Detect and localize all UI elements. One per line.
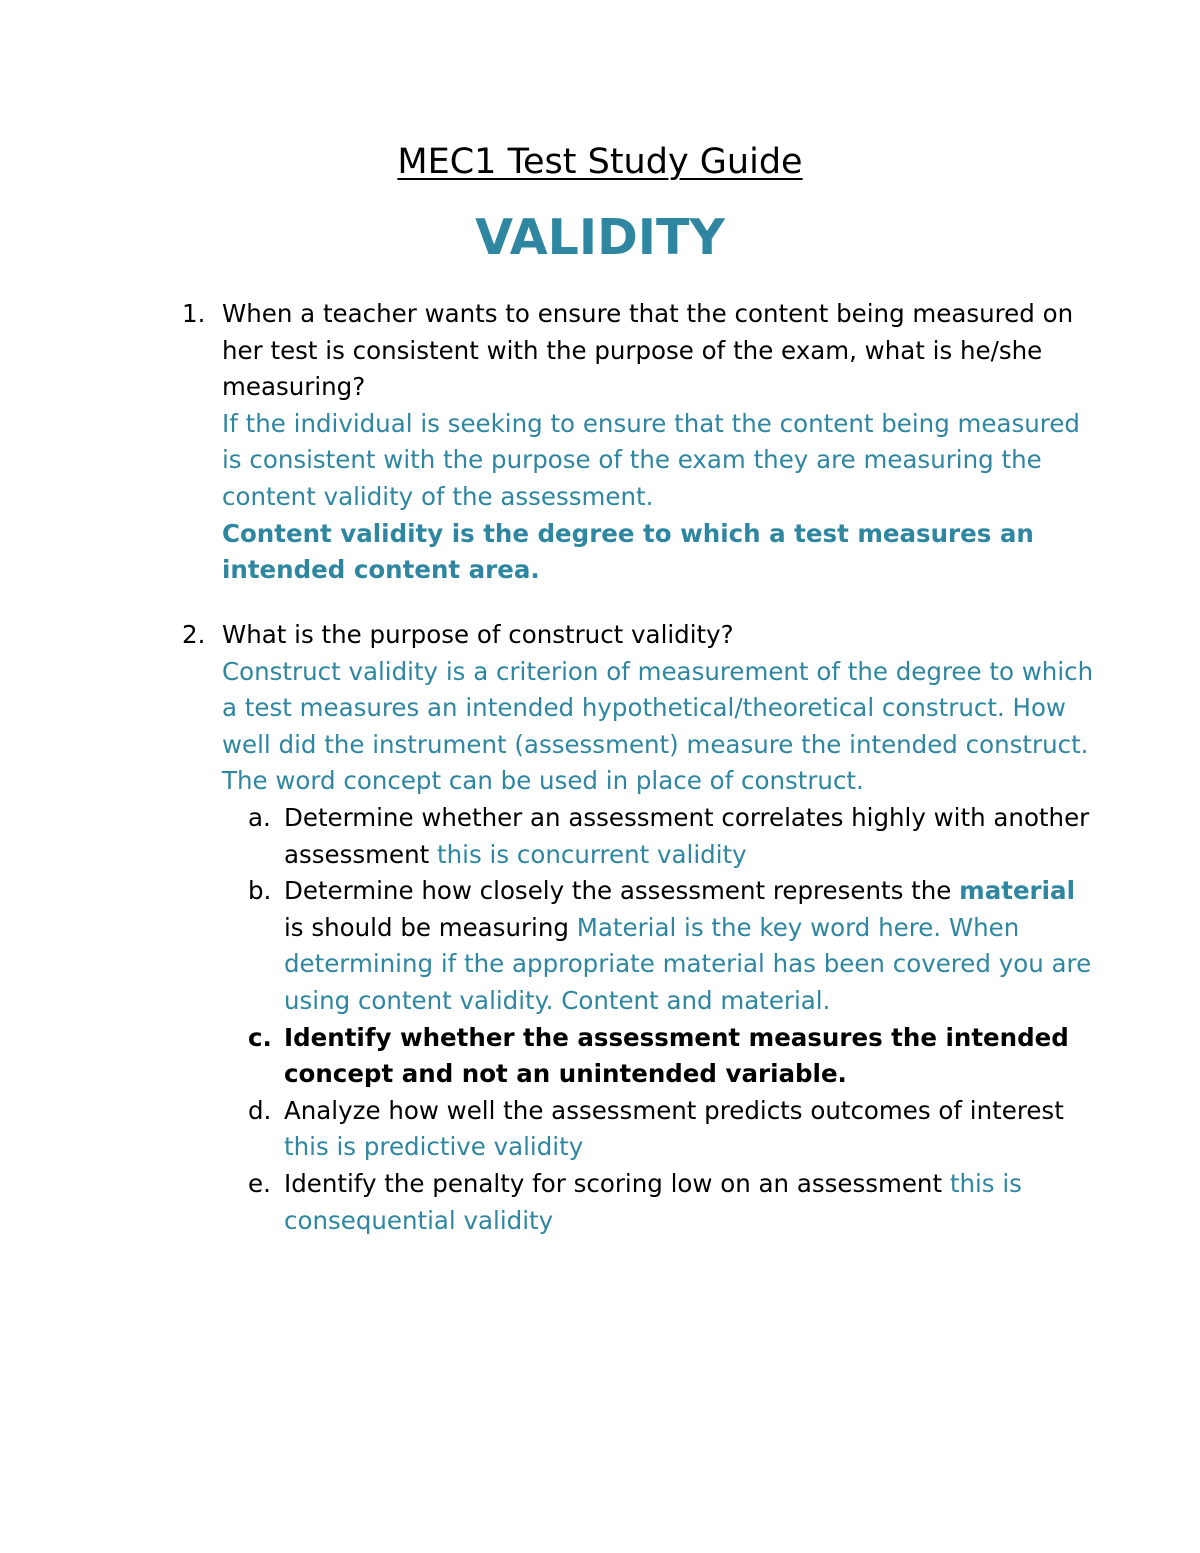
option-note: this is consequential validity: [284, 1168, 1022, 1235]
question-text: What is the purpose of construct validity?: [222, 620, 734, 649]
answer-text: Construct validity is a criterion of measurement of the degree to which a test measures an intended hypothetical/theoretical construct. How well did the instrument (assessment) measure the intended construct. The word concept can be used in place of construct.: [222, 656, 1094, 796]
option-e: [222, 1166, 1102, 1239]
option-note: Material is the key word here. When determining if the appropriate material has been covered you are using content validity. Content and material.: [284, 912, 1092, 1015]
answer-text: If the individual is seeking to ensure that the content being measured is consistent with the purpose of the exam they are measuring the content validity of the assessment.: [222, 408, 1080, 511]
option-letter: b.: [248, 876, 272, 906]
option-b: [222, 873, 1102, 1019]
option-c: [222, 1020, 1102, 1093]
option-text: Determine how closely the assessment represents the: [284, 876, 952, 906]
answer-definition: Content validity is the degree to which a test measures an intended content area.: [222, 518, 1034, 585]
option-d: [222, 1093, 1102, 1166]
option-keyword: material: [959, 876, 1075, 906]
option-text: Analyze how well the assessment predicts outcomes of interest: [284, 1095, 1064, 1125]
option-letter: a.: [248, 802, 271, 832]
document-title: MEC1 Test Study Guide: [397, 142, 803, 182]
option-text: Identify the penalty for scoring low on an assessment: [284, 1168, 943, 1198]
question-number: 2.: [182, 620, 206, 649]
option-a: [222, 800, 1102, 873]
option-letter: c.: [248, 1022, 272, 1052]
option-text: Determine whether an assessment correlates highly with another assessment: [284, 802, 1090, 869]
question-1: [182, 296, 1102, 589]
section-heading: VALIDITY: [475, 209, 725, 266]
option-text-continued: is should be measuring: [284, 912, 569, 942]
question-text: When a teacher wants to ensure that the content being measured on her test is consistent with the purpose of the exam, what is he/she measuring?: [222, 299, 1074, 402]
option-letter: d.: [248, 1095, 272, 1125]
question-2: [182, 617, 1102, 1239]
option-note: this is concurrent validity: [437, 839, 747, 869]
question-number: 1.: [182, 299, 206, 328]
option-text: Identify whether the assessment measures the intended concept and not an unintended variable.: [284, 1022, 1069, 1089]
option-letter: e.: [248, 1168, 271, 1198]
option-note: this is predictive validity: [284, 1132, 584, 1162]
